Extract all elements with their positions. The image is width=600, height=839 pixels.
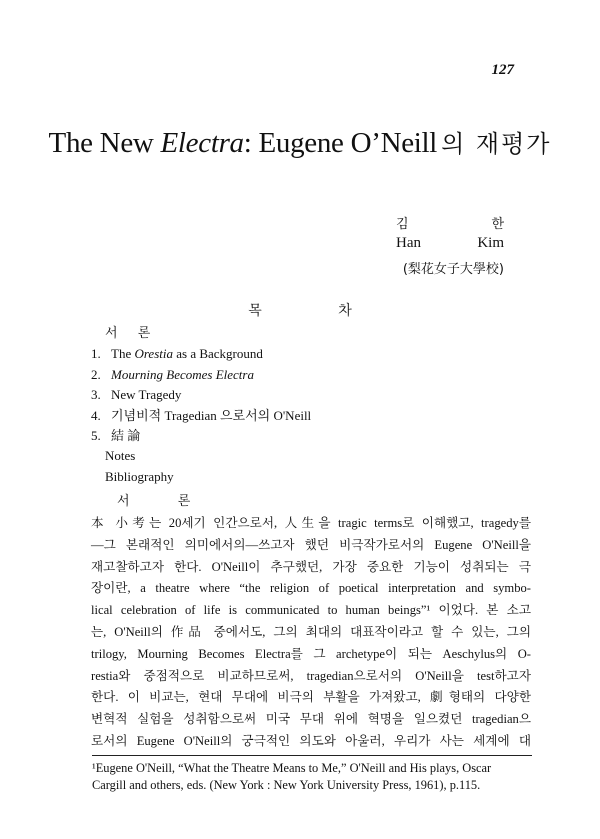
toc-item — [91, 406, 311, 426]
footnote — [92, 760, 534, 794]
toc-item-text: 기념비적 Tragedian 으로서의 O'Neill — [111, 407, 312, 423]
author-english-family: Kim — [477, 235, 504, 251]
author-korean-given: 한 — [491, 217, 504, 232]
author-korean-name — [396, 213, 504, 232]
toc-item — [91, 365, 311, 385]
body-line: lical celebration of life is communicated to human beings”¹ 이었다. 본 소고 — [91, 603, 531, 618]
toc-notes: Notes — [105, 448, 136, 464]
body-line: trilogy, Mourning Becomes Electra를 그 archetype이 되는 Aeschylus의 O- — [91, 646, 531, 661]
table-of-contents — [91, 324, 311, 487]
toc-item — [91, 344, 311, 364]
toc-item-text: New Tragedy — [111, 387, 182, 403]
author-english-name — [396, 235, 504, 252]
body-line: 本 小考는 20세기 인간으로서, 人生을 tragic terms로 이해했고, tragedy를 — [91, 516, 531, 530]
author-korean-family: 김 — [396, 217, 409, 232]
toc-item — [91, 426, 311, 446]
author-affiliation: (梨花女子大學校) — [402, 262, 504, 277]
title-part-post: : Eugene O’Neill — [243, 127, 438, 159]
toc-heading: 목 차 — [248, 303, 388, 319]
body-line: restia와 중점적으로 비교하므로써, tragedian으로서의 O'Neill을 test하고자 — [91, 668, 531, 683]
body-line: 변혁적 실험을 성취함으로써 미국 무대 위에 혁명을 일으켰던 tragedian으 — [91, 712, 531, 727]
footnote-divider — [92, 755, 532, 756]
toc-intro: 서 론 — [105, 326, 159, 341]
page-number: 127 — [491, 62, 514, 78]
footnote-line: Cargill and others, eds. (New York : New York University Press, 1961), p.115. — [92, 778, 481, 792]
toc-item-number: 1. — [91, 346, 101, 362]
title-part-pre: The New — [48, 127, 161, 159]
body-line: 재고찰하고자 한다. O'Neill이 추구했던, 가장 중요한 기능이 성취되는 극 — [91, 559, 531, 574]
title-part-italic: Electra — [160, 127, 244, 159]
toc-item-text: The Orestia as a Background — [111, 346, 263, 362]
article-title — [0, 124, 600, 160]
title-part-korean: 의 재평가 — [441, 130, 552, 158]
toc-item-text: 結 論 — [111, 428, 141, 444]
body-text — [91, 513, 531, 753]
toc-item-text: Mourning Becomes Electra — [111, 366, 254, 382]
toc-bibliography: Bibliography — [105, 468, 174, 484]
body-line: 는, O'Neill의 作品 중에서도, 그의 최대의 대표작이라고 할 수 있는, 그의 — [91, 624, 531, 639]
toc-item-number: 4. — [91, 407, 101, 423]
footnote-line: ¹Eugene O'Neill, “What the Theatre Means to Me,” O'Neill and His plays, Oscar — [92, 761, 492, 775]
body-line: 로서의 Eugene O'Neill의 궁극적인 의도와 아울러, 우리가 사는 세계에 대 — [91, 733, 531, 748]
toc-item-number: 2. — [91, 366, 101, 382]
body-line: —그 본래적인 의미에서의—쓰고자 했던 비극작가로서의 Eugene O'Neill을 — [91, 537, 531, 552]
body-line: 한다. 이 비교는, 현대 무대에 비극의 부활을 가져왔고, 劇형태의 다양한 — [91, 690, 531, 705]
section-heading: 서 론 — [117, 494, 213, 509]
toc-item-number: 3. — [91, 387, 101, 403]
author-english-given: Han — [396, 235, 421, 251]
toc-item — [91, 385, 311, 405]
body-line: 장이란, a theatre where “the religion of poetical interpretation and symbo- — [91, 581, 531, 596]
toc-item-number: 5. — [91, 428, 101, 444]
